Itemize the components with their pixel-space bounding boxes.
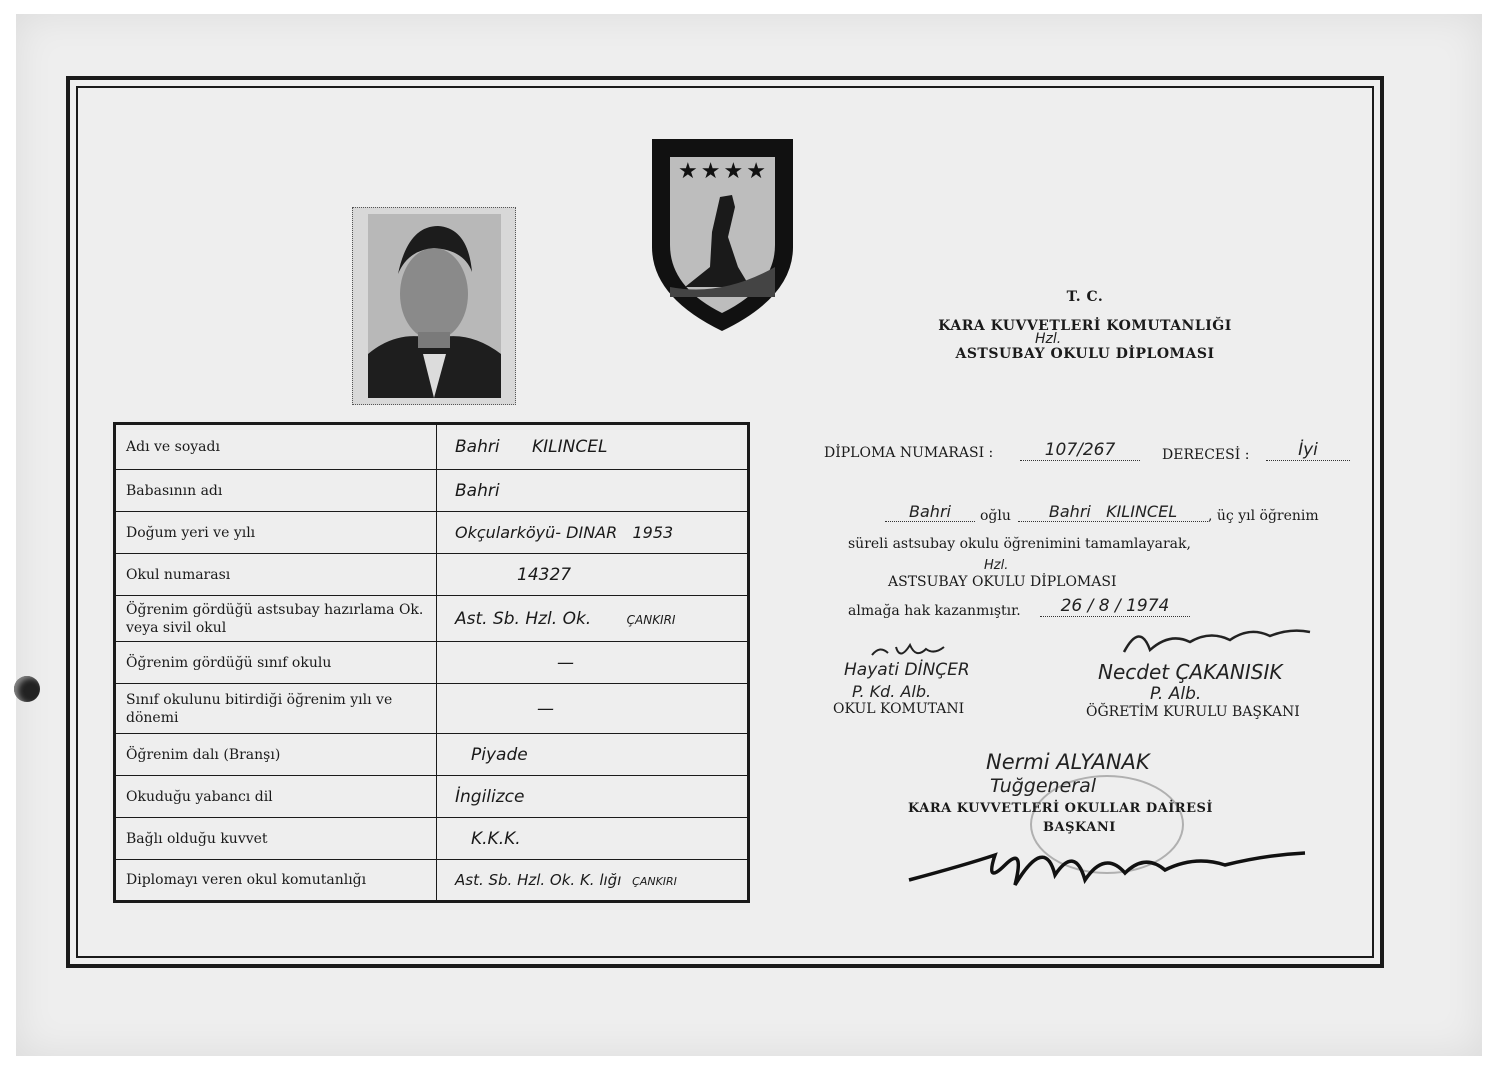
completion-line-4: almağa hak kazanmıştır.	[848, 603, 1021, 619]
row-value	[437, 860, 749, 902]
signature-scribble-right	[1120, 612, 1320, 662]
emblem-stars: ★★★★	[678, 159, 769, 184]
id-photo-frame	[352, 207, 516, 405]
completion-line-1: , üç yıl öğrenim	[1208, 508, 1319, 524]
father-name-value: Bahri	[885, 502, 975, 522]
left-signatory-name: Hayati DİNÇER	[844, 660, 970, 680]
row-label: Öğrenim gördüğü sınıf okulu	[115, 642, 437, 684]
row-value: K.K.K.	[437, 818, 749, 860]
diploma-number-value: 107/267	[1020, 440, 1140, 461]
bottom-signatory-name: Nermi ALYANAK	[986, 750, 1150, 774]
table-row	[115, 734, 749, 776]
row-label: Sınıf okulunu bitirdiği öğrenim yılı ve dönemi	[115, 684, 437, 734]
row-value: Okçularköyü- DINAR 1953	[437, 512, 749, 554]
right-signatory-title: ÖĞRETİM KURULU BAŞKANI	[1086, 704, 1300, 720]
table-row	[115, 860, 749, 902]
personal-info-table	[113, 422, 750, 903]
diploma-title: ASTSUBAY OKULU DİPLOMASI	[955, 346, 1215, 362]
completion-line-2: süreli astsubay okulu öğrenimini tamamlayarak,	[848, 536, 1191, 552]
table-row	[115, 512, 749, 554]
grade-value: İyi	[1266, 440, 1350, 461]
row-value: Piyade	[437, 734, 749, 776]
row-label: Öğrenim dalı (Branşı)	[115, 734, 437, 776]
row-label: Okul numarası	[115, 554, 437, 596]
army-emblem	[650, 137, 795, 333]
graduate-name-value: Bahri KILINCEL	[1018, 502, 1208, 522]
table-row	[115, 642, 749, 684]
issuing-city: ÇANKIRI	[632, 875, 677, 888]
portrait-photo	[368, 214, 501, 398]
table-row	[115, 470, 749, 512]
table-row	[115, 776, 749, 818]
row-value: 14327	[437, 554, 749, 596]
table-row	[115, 596, 749, 642]
row-value: —	[437, 642, 749, 684]
son-of-text: oğlu	[980, 508, 1011, 524]
row-label: Doğum yeri ve yılı	[115, 512, 437, 554]
row-label: Adı ve soyadı	[115, 424, 437, 470]
completion-line-3: ASTSUBAY OKULU DİPLOMASI	[888, 574, 1117, 590]
right-signatory-rank: P. Alb.	[1150, 684, 1202, 704]
school-city: ÇANKIRI	[626, 612, 676, 627]
left-signatory-rank: P. Kd. Alb.	[852, 682, 932, 701]
row-label: Babasının adı	[115, 470, 437, 512]
row-value: Bahri	[437, 470, 749, 512]
bottom-signatory-title: KARA KUVVETLERİ OKULLAR DAİRESİ	[908, 801, 1213, 816]
row-value: —	[437, 684, 749, 734]
grade-label: DERECESİ :	[1162, 447, 1250, 463]
issuing-school: Ast. Sb. Hzl. Ok. K. lığı	[455, 871, 622, 889]
table-row	[115, 818, 749, 860]
hzl-handwritten-2: Hzl.	[984, 558, 1009, 573]
hzl-handwritten: Hzl.	[1035, 331, 1062, 347]
signature-scribble-bottom	[905, 825, 1310, 900]
diploma-number-label: DİPLOMA NUMARASI :	[824, 445, 994, 461]
command-heading: KARA KUVVETLERİ KOMUTANLIĞI	[938, 318, 1232, 334]
row-value: İngilizce	[437, 776, 749, 818]
right-signatory-name: Necdet ÇAKANISIK	[1098, 660, 1283, 684]
row-value	[437, 596, 749, 642]
graduation-date: 26 / 8 / 1974	[1040, 596, 1190, 617]
row-label: Bağlı olduğu kuvvet	[115, 818, 437, 860]
bottom-signatory-title-2: BAŞKANI	[1043, 820, 1116, 835]
table-row	[115, 684, 749, 734]
row-label: Öğrenim gördüğü astsubay hazırlama Ok. veya sivil okul	[115, 596, 437, 642]
bottom-signatory-rank: Tuğgeneral	[990, 775, 1097, 797]
row-label: Okuduğu yabancı dil	[115, 776, 437, 818]
table-row	[115, 424, 749, 470]
row-value: Bahri KILINCEL	[437, 424, 749, 470]
school-name: Ast. Sb. Hzl. Ok.	[455, 608, 592, 629]
row-label: Diplomayı veren okul komutanlığı	[115, 860, 437, 902]
table-row	[115, 554, 749, 596]
tc-heading: T. C.	[1066, 289, 1104, 305]
left-signatory-title: OKUL KOMUTANI	[833, 701, 965, 717]
punch-hole	[14, 676, 40, 702]
